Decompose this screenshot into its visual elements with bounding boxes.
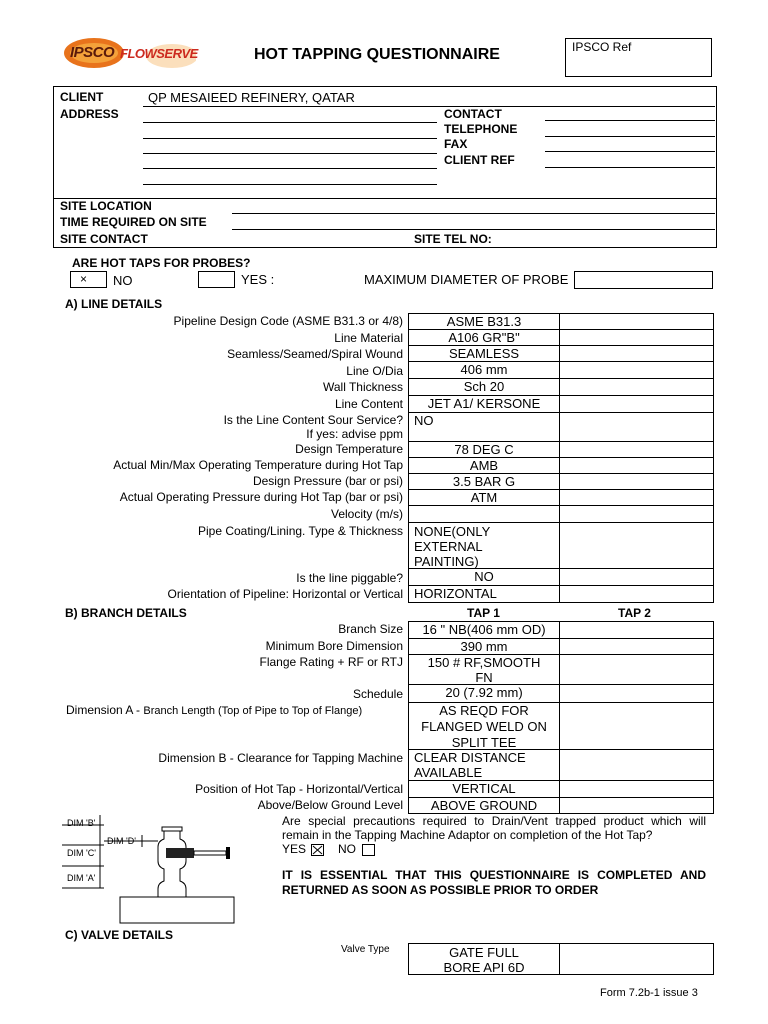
line-row-label: Orientation of Pipeline: Horizontal or Vertical (167, 587, 403, 601)
line-row-value[interactable]: HORIZONTAL (408, 585, 560, 603)
branch-row-value[interactable]: 16 " NB(406 mm OD) (408, 621, 560, 639)
line-row-extra[interactable] (559, 489, 714, 506)
branch-details-heading: B) BRANCH DETAILS (65, 606, 187, 620)
site-location-label: SITE LOCATION (60, 199, 152, 213)
line-row-label: Pipeline Design Code (ASME B31.3 or 4/8) (173, 314, 403, 328)
line-row-label: Seamless/Seamed/Spiral Wound (227, 347, 403, 361)
line-row-extra[interactable] (559, 378, 714, 396)
branch-row-value[interactable]: ABOVE GROUND (408, 797, 560, 814)
line-row-extra[interactable] (559, 505, 714, 523)
form-id: Form 7.2b-1 issue 3 (600, 987, 698, 999)
branch-row-value[interactable]: 390 mm (408, 638, 560, 655)
checkbox-x-icon (312, 845, 323, 855)
telephone-label: TELEPHONE (444, 122, 518, 136)
dim-a-label: DIM 'A' (67, 873, 96, 883)
line-row-value[interactable]: 406 mm (408, 361, 560, 379)
branch-row-value[interactable]: 150 # RF,SMOOTH FN (408, 654, 560, 685)
line-row-extra[interactable] (559, 585, 714, 603)
line-row-value[interactable]: JET A1/ KERSONE (408, 395, 560, 413)
line-row-extra[interactable] (559, 473, 714, 490)
line-row-value[interactable]: 3.5 BAR G (408, 473, 560, 490)
branch-row-label: Above/Below Ground Level (257, 798, 403, 812)
ipsco-ref-box (565, 38, 712, 77)
line-row-label: Design Pressure (bar or psi) (252, 474, 403, 488)
line-row-value[interactable]: A106 GR"B" (408, 329, 560, 346)
drain-yes-checkbox[interactable] (311, 844, 324, 856)
questionnaire-notice: IT IS ESSENTIAL THAT THIS QUESTIONNAIRE IS COMPLETED AND RETURNED AS SOON AS POSSIBLE PRIOR TO ORDER (282, 868, 706, 897)
dimension-a-sublabel: Branch Length (Top of Pipe to Top of Flange) (143, 705, 363, 717)
line-row-label: Wall Thickness (322, 380, 403, 394)
line-row-value[interactable]: NO (408, 412, 560, 442)
branch-row-label: Minimum Bore Dimension (265, 639, 403, 653)
contact-label: CONTACT (444, 107, 502, 121)
drain-yes-label: YES (282, 842, 307, 856)
probes-question: ARE HOT TAPS FOR PROBES? (72, 256, 251, 270)
branch-row-label (66, 703, 362, 717)
line-row-value[interactable]: Sch 20 (408, 378, 560, 396)
line-row-value[interactable]: NONE(ONLY EXTERNAL PAINTING) (408, 522, 560, 569)
branch-row-tap2[interactable] (559, 749, 714, 781)
line-row-extra[interactable] (559, 412, 714, 442)
line-row-extra[interactable] (559, 568, 714, 586)
client-label: CLIENT (60, 90, 104, 104)
ipsco-ref-label: IPSCO Ref (572, 40, 632, 54)
probes-yes-checkbox[interactable] (198, 271, 235, 288)
line-row-extra[interactable] (559, 345, 714, 362)
address-line-4 (143, 168, 437, 169)
address-line-2 (143, 138, 437, 139)
line-row-value[interactable]: NO (408, 568, 560, 586)
branch-row-label: Branch Size (338, 622, 403, 636)
probes-no-label: NO (113, 273, 133, 288)
branch-row-tap2[interactable] (559, 621, 714, 639)
address-line-1 (143, 122, 437, 123)
line-row-value[interactable]: SEAMLESS (408, 345, 560, 362)
max-probe-diameter-label: MAXIMUM DIAMETER OF PROBE (364, 272, 569, 287)
address-line-5 (143, 184, 437, 185)
branch-row-tap2[interactable] (559, 654, 714, 685)
drain-no-checkbox[interactable] (362, 844, 375, 856)
line-row-extra[interactable] (559, 441, 714, 458)
valve-details-heading: C) VALVE DETAILS (65, 928, 173, 942)
logo-text-ipsco: IPSCO (70, 44, 115, 61)
dim-d-label: DIM 'D' (107, 836, 136, 846)
branch-row-label: Flange Rating + RF or RTJ (259, 655, 403, 669)
logo-text-flowserve: FLOWSERVE (120, 46, 198, 61)
line-row-label: Actual Min/Max Operating Temperature during Hot Tap (113, 458, 403, 472)
branch-row-label: Position of Hot Tap - Horizontal/Vertical (195, 782, 403, 796)
valve-type-label: Valve Type (341, 944, 390, 955)
line-row-value[interactable]: ASME B31.3 (408, 313, 560, 330)
line-row-value[interactable]: ATM (408, 489, 560, 506)
branch-row-tap2[interactable] (559, 780, 714, 798)
line-details-heading: A) LINE DETAILS (65, 297, 163, 311)
branch-row-tap2[interactable] (559, 797, 714, 814)
company-logo (64, 36, 196, 70)
branch-row-value[interactable]: CLEAR DISTANCE AVAILABLE (408, 749, 560, 781)
probes-no-checkbox[interactable] (70, 271, 107, 288)
branch-row-value[interactable]: VERTICAL (408, 780, 560, 798)
line-row-sublabel: If yes: advise ppm (306, 427, 403, 441)
address-line-3 (143, 153, 437, 154)
branch-row-tap2[interactable] (559, 702, 714, 750)
site-contact-label: SITE CONTACT (60, 232, 148, 246)
hot-tap-diagram (62, 813, 252, 925)
fax-label: FAX (444, 137, 468, 151)
branch-row-value[interactable]: AS REQD FOR FLANGED WELD ON SPLIT TEE (408, 702, 560, 750)
line-row-label: Line Material (334, 331, 403, 345)
branch-row-label: Dimension B - Clearance for Tapping Machine (158, 751, 403, 765)
line-row-value[interactable]: AMB (408, 457, 560, 474)
line-row-extra[interactable] (559, 395, 714, 413)
dimension-a-label: Dimension A - (66, 703, 141, 717)
client-value: QP MESAIEED REFINERY, QATAR (148, 90, 355, 105)
branch-row-tap2[interactable] (559, 638, 714, 655)
tap1-header: TAP 1 (467, 606, 500, 620)
dim-c-label: DIM 'C' (67, 848, 96, 858)
address-label: ADDRESS (60, 107, 119, 121)
line-row-extra[interactable] (559, 457, 714, 474)
time-required-label: TIME REQUIRED ON SITE (60, 215, 207, 229)
line-row-label: Is the line piggable? (296, 571, 403, 585)
line-row-label: Velocity (m/s) (330, 507, 403, 521)
drain-no-label: NO (338, 842, 356, 856)
page-title: HOT TAPPING QUESTIONNAIRE (254, 46, 500, 63)
line-row-extra[interactable] (559, 313, 714, 330)
probes-no-mark: × (80, 272, 88, 286)
valve-type-extra[interactable] (559, 943, 714, 975)
branch-row-value[interactable]: 20 (7.92 mm) (408, 684, 560, 703)
line-row-extra[interactable] (559, 361, 714, 379)
valve-type-value[interactable]: GATE FULL BORE API 6D (408, 943, 560, 975)
branch-row-tap2[interactable] (559, 684, 714, 703)
line-row-label: Is the Line Content Sour Service? (223, 413, 403, 427)
line-row-value[interactable] (408, 505, 560, 523)
line-row-label: Actual Operating Pressure during Hot Tap (bar or psi) (119, 490, 403, 504)
site-tel-label: SITE TEL NO: (414, 232, 492, 246)
line-row-extra[interactable] (559, 522, 714, 569)
client-ref-label: CLIENT REF (444, 153, 515, 167)
line-row-label: Line Content (334, 397, 403, 411)
line-row-label: Pipe Coating/Lining. Type & Thickness (197, 524, 403, 538)
tap2-header: TAP 2 (618, 606, 651, 620)
dim-b-label: DIM 'B' (67, 818, 96, 828)
line-row-value[interactable]: 78 DEG C (408, 441, 560, 458)
line-row-label: Line O/Dia (346, 364, 403, 378)
max-probe-diameter-field[interactable] (574, 271, 713, 289)
branch-row-label: Schedule (352, 687, 403, 701)
line-row-label: Design Temperature (295, 442, 403, 456)
drain-question: Are special precautions required to Drain/Vent trapped product which will remain in the Tapping Machine Adaptor on completion of the Hot Tap? (282, 814, 706, 842)
line-row-extra[interactable] (559, 329, 714, 346)
probes-yes-label: YES : (241, 272, 275, 287)
